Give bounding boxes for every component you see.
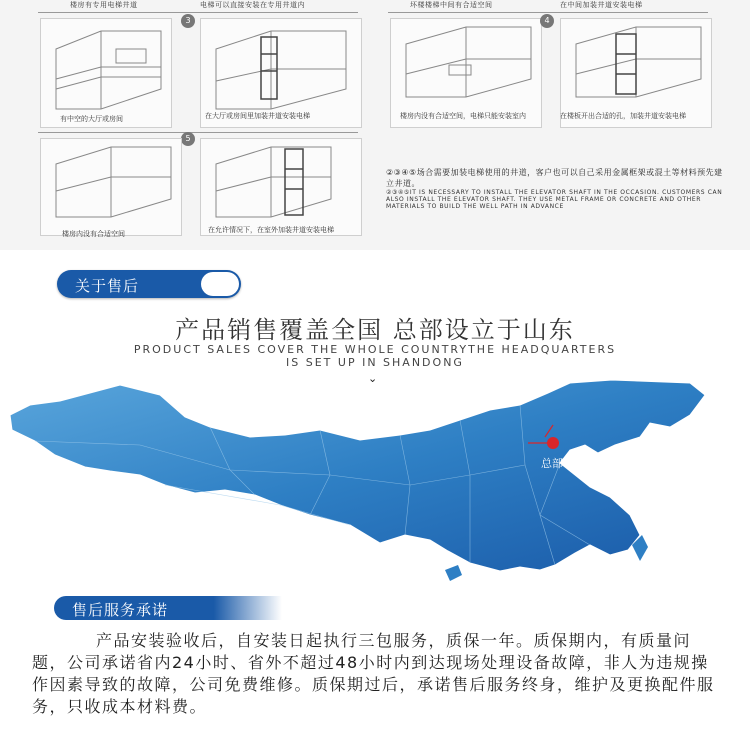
about-after-sales-label: 关于售后 <box>75 277 140 295</box>
map-mainland <box>10 380 705 571</box>
step-number-3: 3 <box>181 14 195 28</box>
caption-4-right: 在楼板开出合适的孔，加装井道安装电梯 <box>560 112 686 120</box>
coverage-headline-en-line-1: PRODUCT SALES COVER THE WHOLE COUNTRYTHE HEADQUARTERS <box>133 343 617 356</box>
shaft-sketch <box>201 19 361 127</box>
installation-diagrams <box>0 0 750 250</box>
shaft-note-en: ②③④⑤IT IS NECESSARY TO INSTALL THE ELEVATOR SHAFT IN THE OCCASION. CUSTOMERS CAN ALSO INSTALL THE ELEVATOR SHAFT. THEY USE METAL FRAME OR CONCRETE AND OTHER MATERIALS TO BUILD THE WELL PATH IN ADVANCE <box>386 189 723 210</box>
top-caption-1: 楼房有专用电梯井道 <box>70 1 138 9</box>
china-coverage-map <box>0 375 750 585</box>
service-promise-label: 售后服务承诺 <box>72 601 169 619</box>
caption-3-left: 有中空的大厅或房间 <box>60 115 123 123</box>
step-number-4: 4 <box>540 14 554 28</box>
top-caption-3: 坏楼楼梯中间有合适空间 <box>410 1 493 9</box>
building-sketch <box>41 139 181 235</box>
coverage-headline-en <box>0 343 750 369</box>
service-promise-tag <box>54 596 282 620</box>
chevron-down-icon: ⌄ <box>368 372 378 385</box>
caption-5-right: 在允许情况下，在室外加装井道安装电梯 <box>208 226 334 234</box>
floor-sketch <box>391 19 541 127</box>
map-hainan <box>445 565 462 581</box>
divider <box>38 132 358 133</box>
coverage-headline-en-line-2: IS SET UP IN SHANDONG <box>286 356 464 369</box>
about-after-sales-tag <box>57 270 241 298</box>
divider <box>38 12 358 13</box>
top-caption-2: 电梯可以直接安装在专用井道内 <box>200 1 305 9</box>
caption-5-left: 楼房内没有合适空间 <box>62 230 125 238</box>
service-promise-text: 产品安装验收后，自安装日起执行三包服务，质保一年。质保期内，有质量问题，公司承诺省内24小时、省外不超过48小时内到达现场处理设备故障，非人为违规操作因素导致的故障，公司免费维修。质保期过后，承诺售后服务终身，维护及更换配件服务，只收成本材料费。 <box>32 631 715 716</box>
caption-4-left: 楼房内没有合适空间，电梯只能安装室内 <box>400 112 526 120</box>
shaft-note-cn: ②③④⑤场合需要加装电梯使用的井道，客户也可以自己采用金属框架或混土等材料预先建立井道。 <box>386 168 723 188</box>
step-number-5: 5 <box>181 132 195 146</box>
diagram-5-before <box>40 138 182 236</box>
diagram-5-after <box>200 138 362 236</box>
coverage-headline: 产品销售覆盖全国 总部设立于山东 <box>175 316 575 344</box>
shaft-through-floor-sketch <box>561 19 711 127</box>
outdoor-shaft-sketch <box>201 139 361 235</box>
diagram-3-before <box>40 18 172 128</box>
caption-3-right: 在大厅或房间里加装井道安装电梯 <box>205 112 310 120</box>
room-sketch <box>41 19 171 127</box>
divider <box>388 12 708 13</box>
top-caption-4: 在中间加装井道安装电梯 <box>560 1 643 9</box>
hq-label: 总部 <box>541 457 563 470</box>
pill-decoration <box>201 272 239 296</box>
